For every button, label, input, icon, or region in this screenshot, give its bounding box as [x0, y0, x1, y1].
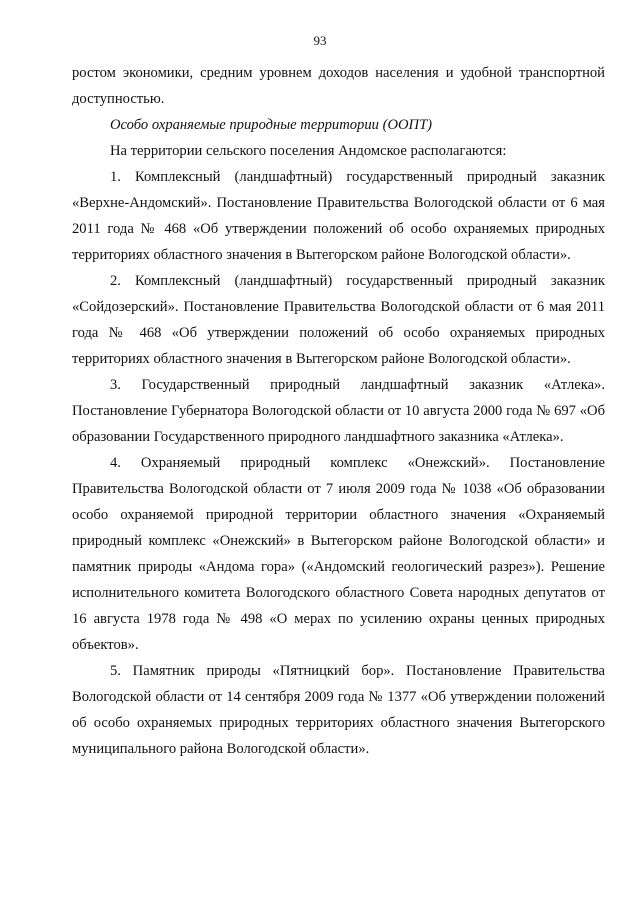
- intro-paragraph: На территории сельского поселения Андомское располагаются:: [110, 143, 507, 159]
- continuation-paragraph: ростом экономики, средним уровнем доходов населения и удобной транспортной доступностью.: [72, 65, 605, 107]
- section-heading: Особо охраняемые природные территории (ООПТ): [110, 117, 433, 133]
- list-item-1: 1. Комплексный (ландшафтный) государственный природный заказник «Верхне-Андомский». Постановление Правительства Вологодской области от 6 мая 2011 года № 468 «Об утверждении положений об особо охраняемых природных территориях областного значения в Вытегорском районе Вологодской области».: [72, 169, 605, 263]
- list-item-2: 2. Комплексный (ландшафтный) государственный природный заказник «Сойдозерский». Постановление Правительства Вологодской области от 6 мая 2011 года № 468 «Об утверждении положений об особо охраняемых природных территориях областного значения в Вытегорском районе Вологодской области».: [72, 273, 605, 367]
- list-item-3: 3. Государственный природный ландшафтный заказник «Атлека». Постановление Губернатора Вологодской области от 10 августа 2000 года № 697 «Об образовании Государственного природного ландшафтного заказника «Атлека».: [72, 377, 605, 445]
- list-item-5: 5. Памятник природы «Пятницкий бор». Постановление Правительства Вологодской области от 14 сентября 2009 года № 1377 «Об утверждении положений об особо охраняемых природных территориях областного значения Вытегорского муниципального района Вологодской области».: [72, 663, 605, 757]
- page-number: 93: [313, 33, 327, 48]
- list-item-4: 4. Охраняемый природный комплекс «Онежский». Постановление Правительства Вологодской области от 7 июля 2009 года № 1038 «Об образовании особо охраняемой природной территории областного значения «Охраняемый природный комплекс «Онежский» в Вытегорском районе Вологодской области» и памятник природы «Андома гора» («Андомский геологический разрез»). Решение исполнительного комитета Вологодского областного Совета народных депутатов от 16 августа 1978 года № 498 «О мерах по усилению охраны ценных природных объектов».: [72, 455, 605, 653]
- page-body: [72, 60, 605, 762]
